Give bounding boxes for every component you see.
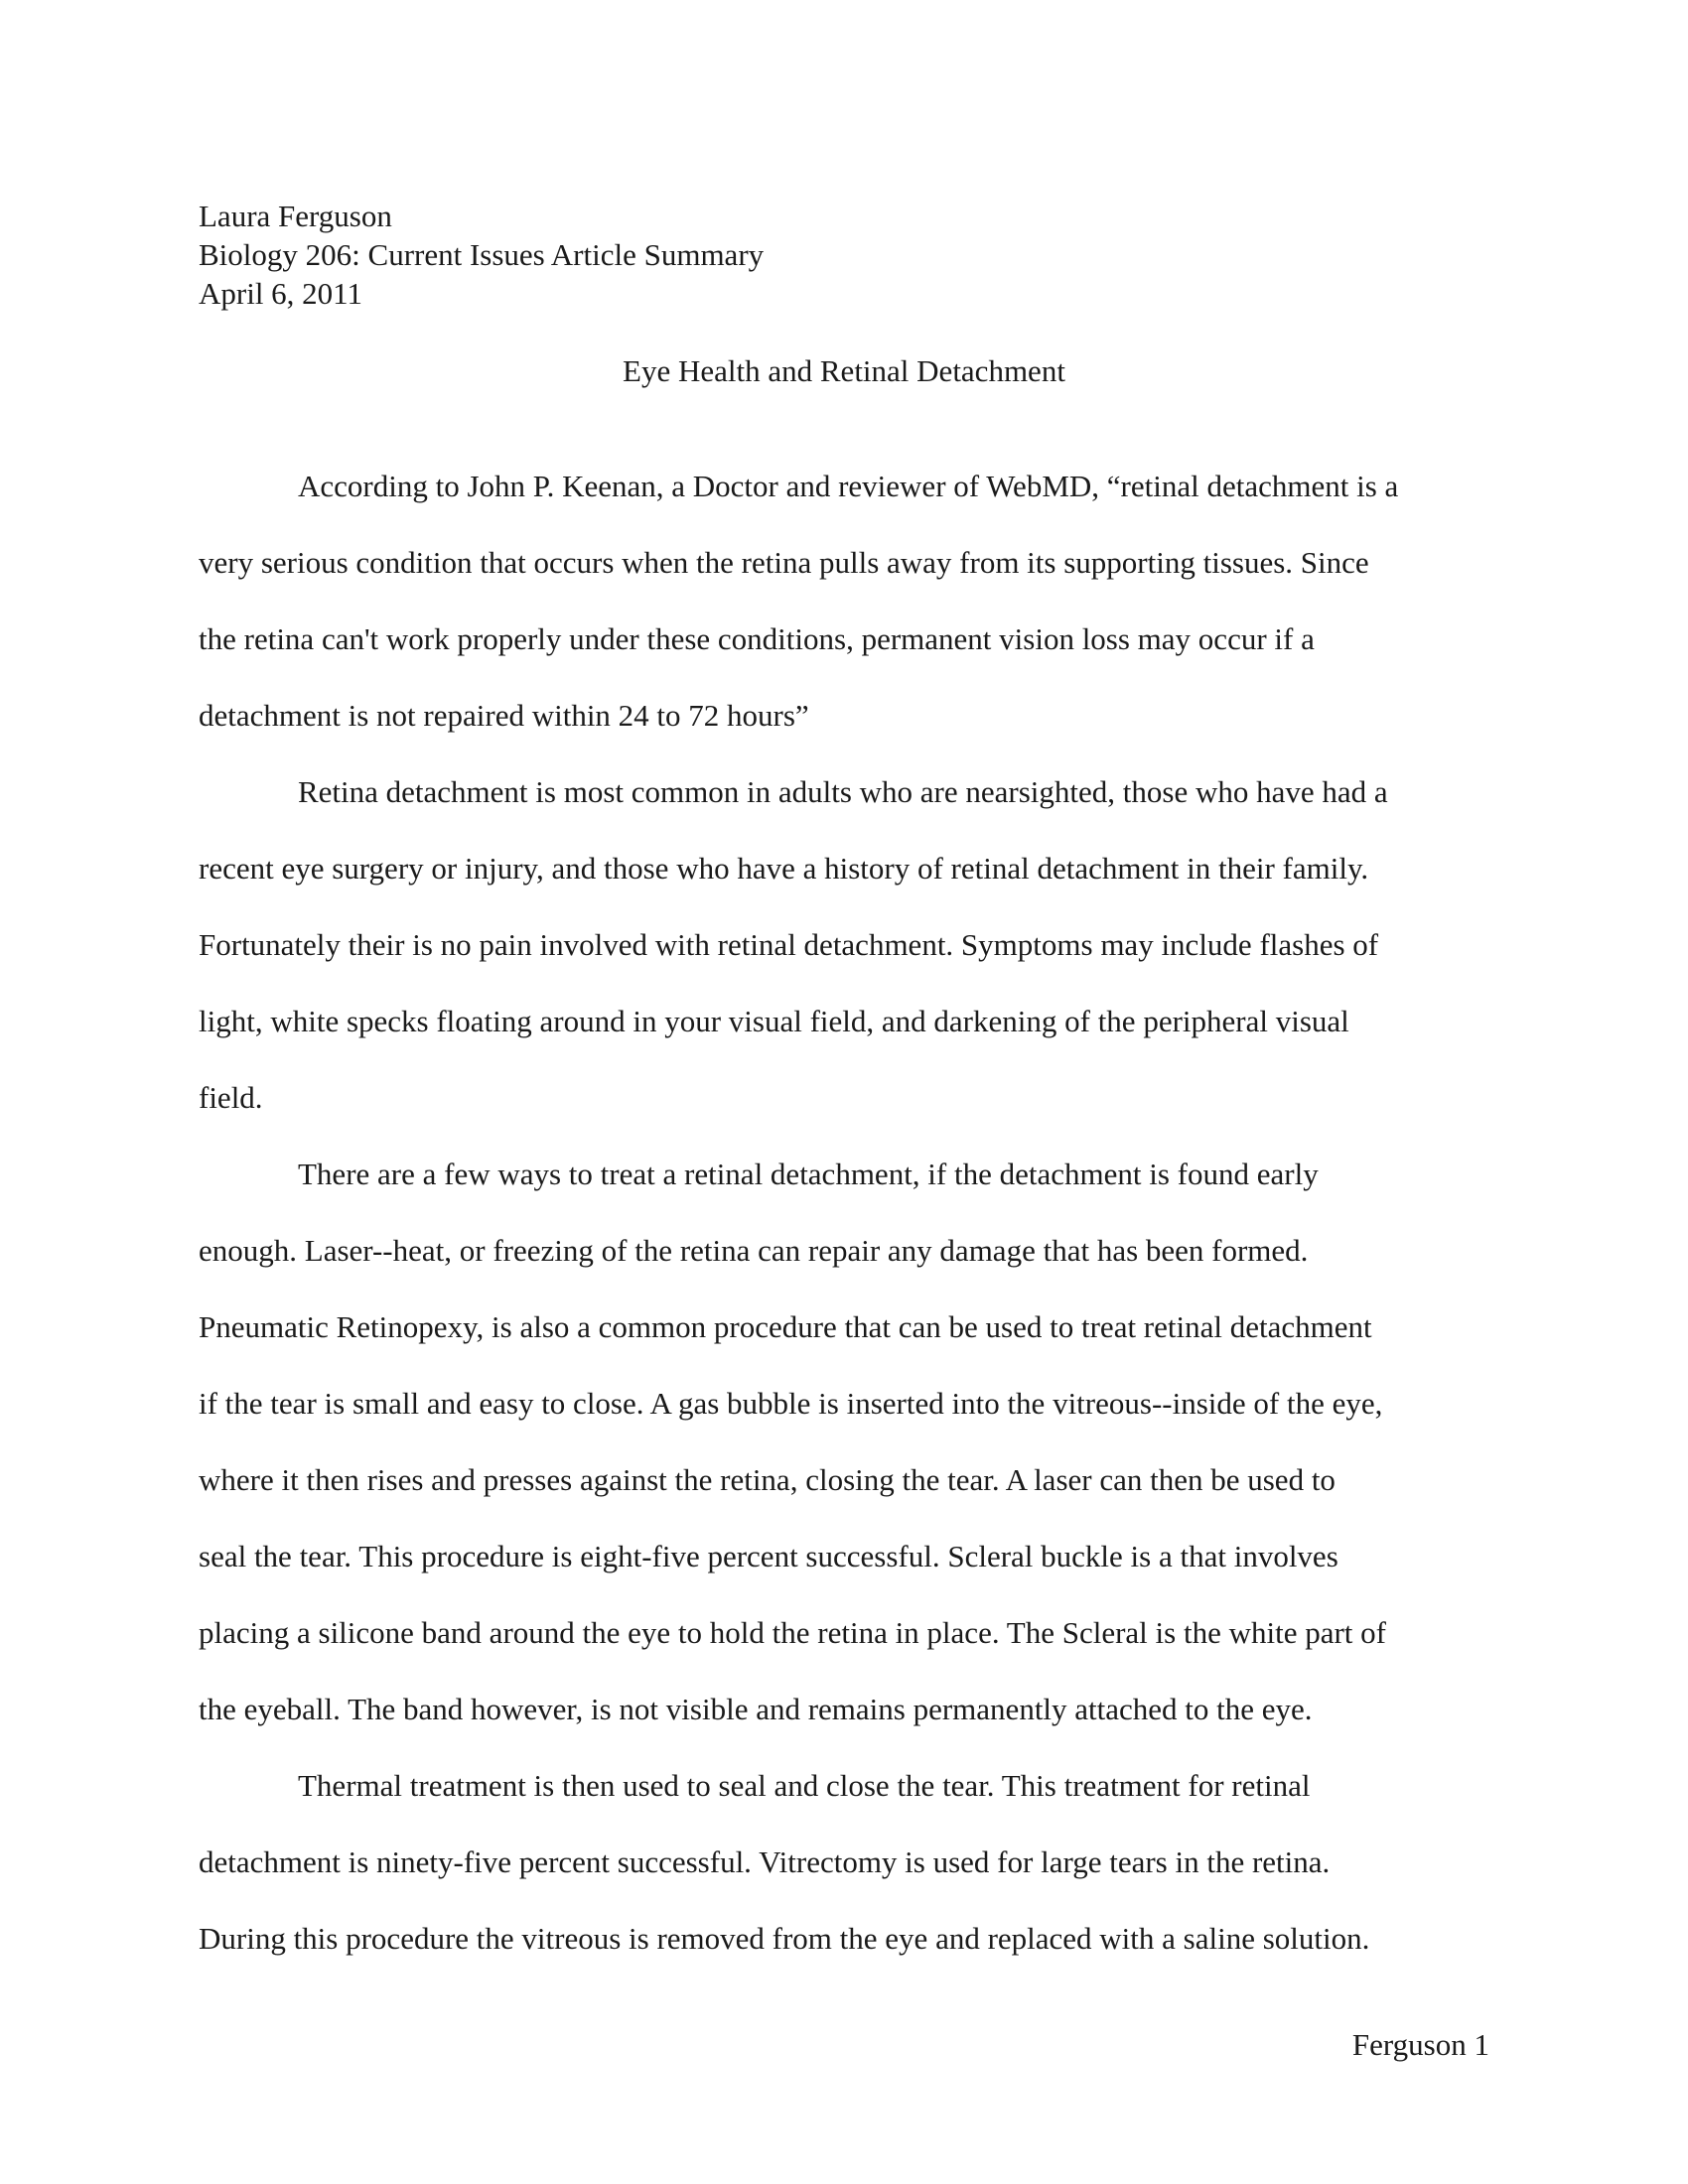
paragraph-3-line-8: the eyeball. The band however, is not visible and remains permanently attached to the eye. <box>199 1692 1313 1726</box>
paragraph-4-line-2: detachment is ninety-five percent successful. Vitrectomy is used for large tears in the retina. <box>199 1844 1331 1879</box>
paragraph-3-line-3: Pneumatic Retinopexy, is also a common procedure that can be used to treat retinal detachment <box>199 1309 1372 1344</box>
paragraph-1-line-1: According to John P. Keenan, a Doctor and reviewer of WebMD, “retinal detachment is a <box>298 469 1399 503</box>
document-title: Eye Health and Retinal Detachment <box>623 353 1065 388</box>
paragraph-2-line-1: Retina detachment is most common in adults who are nearsighted, those who have had a <box>298 774 1388 809</box>
paragraph-1-line-3: the retina can't work properly under these conditions, permanent vision loss may occur if a <box>199 621 1315 656</box>
document-date: April 6, 2011 <box>199 276 363 311</box>
paragraph-3-line-7: placing a silicone band around the eye to hold the retina in place. The Scleral is the white part of <box>199 1615 1386 1650</box>
paragraph-1-line-4: detachment is not repaired within 24 to 72 hours” <box>199 698 809 733</box>
author-name: Laura Ferguson <box>199 199 392 233</box>
paragraph-3-line-4: if the tear is small and easy to close. A gas bubble is inserted into the vitreous--inside of the eye, <box>199 1386 1383 1421</box>
paragraph-2-line-2: recent eye surgery or injury, and those who have a history of retinal detachment in their family. <box>199 851 1369 886</box>
paragraph-2-line-4: light, white specks floating around in your visual field, and darkening of the peripheral visual <box>199 1004 1349 1038</box>
paragraph-4-line-3: During this procedure the vitreous is removed from the eye and replaced with a saline solution. <box>199 1921 1370 1956</box>
paragraph-4-line-1: Thermal treatment is then used to seal and close the tear. This treatment for retinal <box>298 1768 1311 1803</box>
course-name: Biology 206: Current Issues Article Summary <box>199 237 765 272</box>
paragraph-3-line-1: There are a few ways to treat a retinal detachment, if the detachment is found early <box>298 1157 1319 1191</box>
paragraph-3-line-5: where it then rises and presses against the retina, closing the tear. A laser can then be used to <box>199 1462 1336 1497</box>
paragraph-3-line-6: seal the tear. This procedure is eight-five percent successful. Scleral buckle is a that involves <box>199 1539 1338 1573</box>
page-number: Ferguson 1 <box>1351 2027 1489 2062</box>
paragraph-2-line-3: Fortunately their is no pain involved with retinal detachment. Symptoms may include flashes of <box>199 927 1379 962</box>
document-header <box>199 197 1489 313</box>
paragraph-1-line-2: very serious condition that occurs when the retina pulls away from its supporting tissues. Since <box>199 545 1369 580</box>
paragraph-3-line-2: enough. Laser--heat, or freezing of the retina can repair any damage that has been formed. <box>199 1233 1309 1268</box>
paragraph-2-line-5: field. <box>199 1080 263 1115</box>
